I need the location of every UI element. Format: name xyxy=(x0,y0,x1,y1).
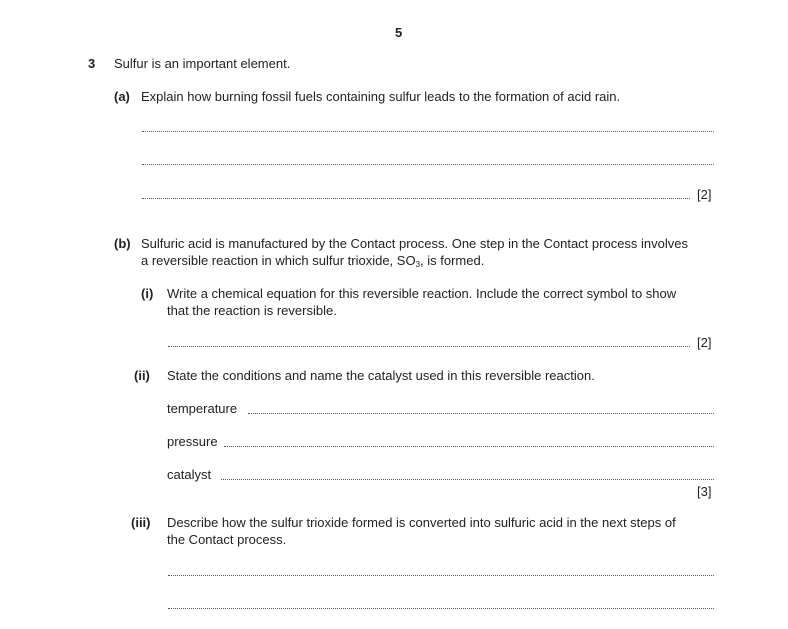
part-b-iii-line2: the Contact process. xyxy=(167,532,287,547)
so3-subscript: 3 xyxy=(415,260,421,269)
part-b-line2 xyxy=(141,253,484,269)
part-b-label: (b) xyxy=(114,236,131,251)
part-b-i-line2: that the reaction is reversible. xyxy=(167,303,337,318)
part-b-ii-label: (ii) xyxy=(134,368,150,383)
field-label-catalyst: catalyst xyxy=(167,467,212,482)
answer-line-a-3[interactable] xyxy=(142,198,690,199)
answer-line-catalyst[interactable] xyxy=(221,479,714,480)
part-b-line2-pre: a reversible reaction in which sulfur trioxide, SO xyxy=(141,253,416,268)
marks-b-ii: [3] xyxy=(697,484,712,499)
field-label-temperature: temperature xyxy=(167,401,238,416)
question-number: 3 xyxy=(88,56,96,71)
answer-line-a-1[interactable] xyxy=(142,131,714,132)
answer-line-b-iii-1[interactable] xyxy=(168,575,714,576)
question-stem: Sulfur is an important element. xyxy=(114,56,291,71)
part-a-label: (a) xyxy=(114,89,130,104)
marks-a: [2] xyxy=(697,187,712,202)
page-number: 5 xyxy=(395,25,403,40)
answer-line-b-iii-2[interactable] xyxy=(168,608,714,609)
answer-line-pressure[interactable] xyxy=(224,446,714,447)
part-b-ii-text: State the conditions and name the catalyst used in this reversible reaction. xyxy=(167,368,595,383)
part-b-i-label: (i) xyxy=(141,286,154,301)
part-b-iii-label: (iii) xyxy=(131,515,151,530)
part-a-text: Explain how burning fossil fuels containing sulfur leads to the formation of acid rain. xyxy=(141,89,621,104)
part-b-line1: Sulfuric acid is manufactured by the Contact process. One step in the Contact process involves xyxy=(141,236,688,251)
answer-line-a-2[interactable] xyxy=(142,164,714,165)
marks-b-i: [2] xyxy=(697,335,712,350)
part-b-i-line1: Write a chemical equation for this reversible reaction. Include the correct symbol to show xyxy=(167,286,677,301)
answer-line-b-i[interactable] xyxy=(168,346,690,347)
answer-line-temperature[interactable] xyxy=(248,413,714,414)
field-label-pressure: pressure xyxy=(167,434,218,449)
part-b-iii-line1: Describe how the sulfur trioxide formed is converted into sulfuric acid in the next steps of xyxy=(167,515,676,530)
part-b-line2-post: , is formed. xyxy=(420,253,485,268)
